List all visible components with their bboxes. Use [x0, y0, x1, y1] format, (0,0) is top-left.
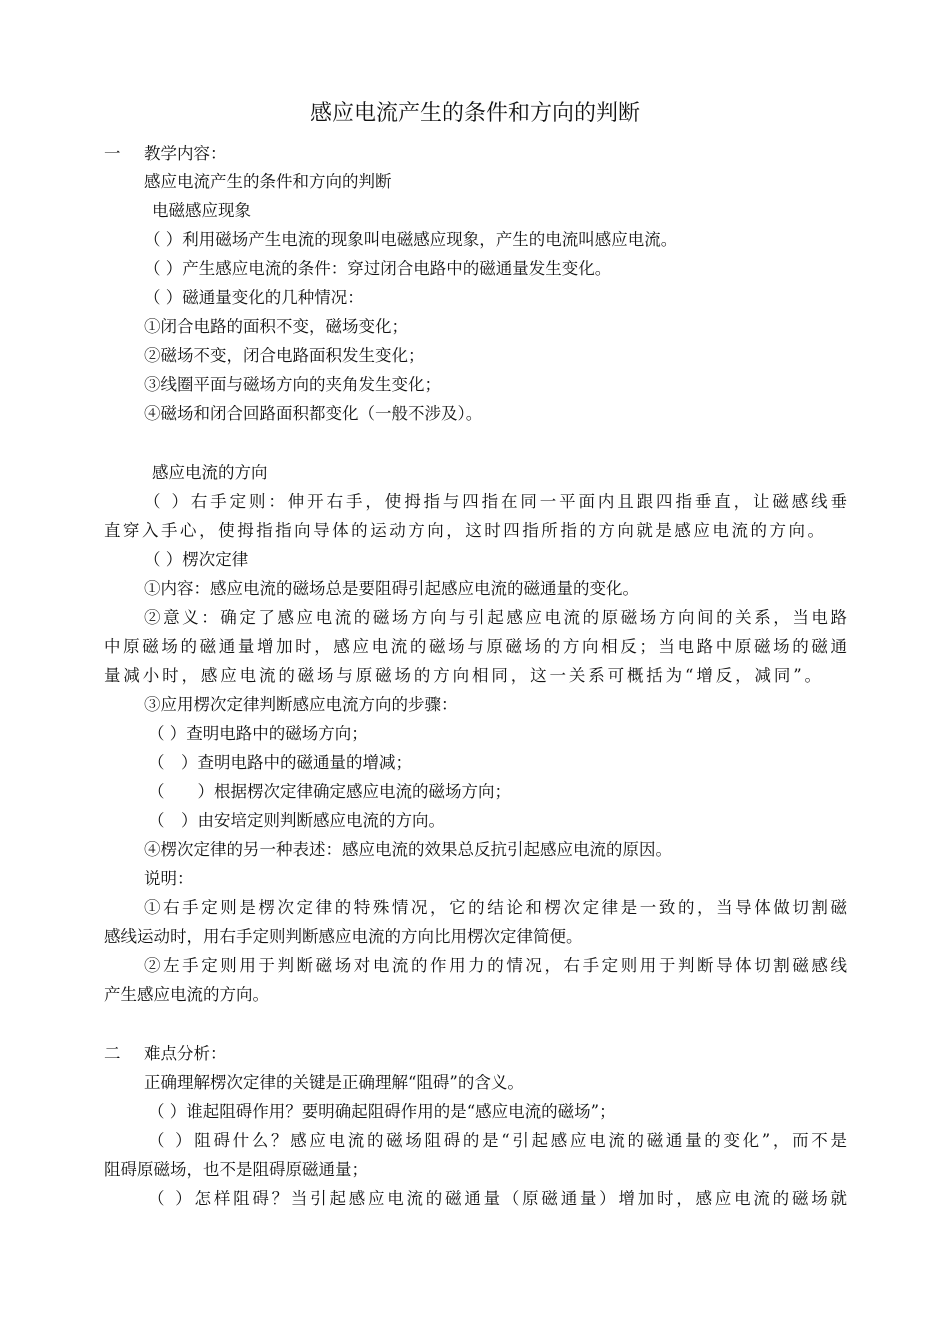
- section-2-heading: 难点分析：: [144, 1044, 227, 1063]
- step-item: （ ）由安培定则判断感应电流的方向。: [148, 811, 445, 830]
- lenz-law-meaning-line-2: 中原磁场的磁通量增加时，感应电流的磁场与原磁场的方向相反；当电路中原磁场的磁通: [104, 637, 847, 656]
- page-title: 感应电流产生的条件和方向的判断: [309, 101, 640, 126]
- note-1-line-2: 感线运动时，用右手定则判断感应电流的方向比用楞次定律简便。: [104, 927, 583, 946]
- section-2-number: 二: [104, 1044, 121, 1063]
- step-item: （ ）查明电路中的磁通量的增减；: [148, 753, 412, 772]
- section-1-number: 一: [104, 144, 121, 163]
- part-2-heading: 感应电流的方向: [152, 463, 268, 482]
- note-2-line-1: ②左手定则用于判断磁场对电流的作用力的情况，右手定则用于判断导体切割磁感线: [144, 956, 847, 975]
- section-2-intro: 正确理解楞次定律的关键是正确理解“阻碍”的含义。: [144, 1073, 524, 1092]
- section-1-topic: 感应电流产生的条件和方向的判断: [144, 172, 392, 191]
- lenz-law-meaning-line-1: ②意义：确定了感应电流的磁场方向与引起感应电流的原磁场方向间的关系，当电路: [144, 608, 847, 627]
- flux-change-case: ①闭合电路的面积不变，磁场变化；: [144, 317, 408, 336]
- question-2-line-1: （ ）阻碍什么？感应电流的磁场阻碍的是“引起感应电流的磁通量的变化”，而不是: [148, 1131, 847, 1150]
- question-1: （ ）谁起阻碍作用？要明确起阻碍作用的是“感应电流的磁场”；: [148, 1102, 616, 1121]
- right-hand-rule-line-1: （ ）右手定则：伸开右手，使拇指与四指在同一平面内且跟四指垂直，让磁感线垂: [144, 492, 847, 511]
- lenz-law-meaning-line-3: 量减小时，感应电流的磁场与原磁场的方向相同，这一关系可概括为“增反，减同”。: [104, 666, 821, 685]
- flux-change-case: ②磁场不变，闭合电路面积发生变化；: [144, 346, 425, 365]
- right-hand-rule-line-2: 直穿入手心，使拇指指向导体的运动方向，这时四指所指的方向就是感应电流的方向。: [104, 521, 824, 540]
- note-1-line-1: ①右手定则是楞次定律的特殊情况，它的结论和楞次定律是一致的，当导体做切割磁: [144, 898, 847, 917]
- note-heading: 说明：: [144, 869, 194, 888]
- lenz-law-content: ①内容：感应电流的磁场总是要阻碍引起感应电流的磁通量的变化。: [144, 579, 639, 598]
- part-1-heading: 电磁感应现象: [152, 201, 251, 220]
- part-1-item: （ ）磁通量变化的几种情况：: [144, 288, 364, 307]
- part-1-item: （ ）利用磁场产生电流的现象叫电磁感应现象，产生的电流叫感应电流。: [144, 230, 678, 249]
- flux-change-case: ④磁场和闭合回路面积都变化（一般不涉及）。: [144, 404, 483, 423]
- step-item: （ ）根据楞次定律确定感应电流的磁场方向；: [148, 782, 511, 801]
- lenz-law-heading: （ ）楞次定律: [144, 550, 249, 569]
- note-2-line-2: 产生感应电流的方向。: [104, 985, 269, 1004]
- flux-change-case: ③线圈平面与磁场方向的夹角发生变化；: [144, 375, 441, 394]
- question-2-line-2: 阻碍原磁场，也不是阻碍原磁通量；: [104, 1160, 368, 1179]
- question-3-line-1: （ ）怎样阻碍？当引起感应电流的磁通量（原磁通量）增加时，感应电流的磁场就: [148, 1189, 847, 1208]
- steps-heading: ③应用楞次定律判断感应电流方向的步骤：: [144, 695, 458, 714]
- step-item: （ ）查明电路中的磁场方向；: [148, 724, 368, 743]
- lenz-law-other-expression: ④楞次定律的另一种表述：感应电流的效果总反抗引起感应电流的原因。: [144, 840, 672, 859]
- part-1-item: （ ）产生感应电流的条件：穿过闭合电路中的磁通量发生变化。: [144, 259, 612, 278]
- section-1-heading: 教学内容：: [144, 144, 227, 163]
